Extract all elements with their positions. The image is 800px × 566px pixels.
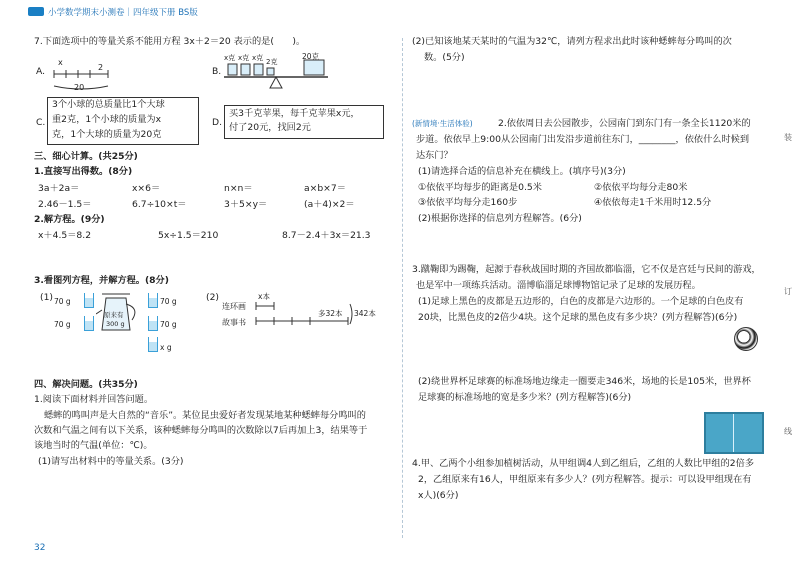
p1-text-line: 蟋蟀的鸣叫声是大自然的“音乐”。某位昆虫爱好者发现某地某种蟋蟀每分鸣叫的	[44, 410, 366, 421]
section-3-title: 三、细心计算。(共25分)	[34, 151, 138, 162]
p2-line: 达东门？	[416, 150, 453, 161]
p1-text-line: 该地当时的气温(单位：℃)。	[34, 440, 153, 451]
p3-line: 3.蹴鞠即为踢鞠，起源于春秋战国时期的齐国故都临淄，它不仅是宫廷与民间的游戏，	[412, 264, 761, 275]
g-label: 70 g	[54, 297, 71, 306]
calc-item: a×b×7＝	[304, 183, 346, 194]
beaker-icon	[148, 337, 158, 352]
p1-sub2-line: (2)已知该地某天某时的气温为32℃，请列方程求出此时该种蟋蟀每分鸣叫的次	[412, 36, 732, 47]
p3-line: (1)足球上黑色的皮都是五边形的，白色的皮都是六边形的。一个足球的白色皮有	[418, 296, 744, 307]
pot-label-1: 原来有	[104, 311, 124, 319]
beaker-icon	[84, 316, 94, 331]
page-number: 32	[34, 543, 46, 553]
p1-text-line: 次数和气温之间有以下关系，该种蟋蟀每分鸣叫的次数除以7后再加上3，结果等于	[34, 425, 368, 436]
q7-c-line3: 克，1个大球的质量为20克	[52, 129, 162, 140]
calc-item: 3＋5×y＝	[224, 199, 268, 210]
calc-2-title: 2.解方程。(9分)	[34, 214, 105, 225]
calc-item: 6.7÷10×t＝	[132, 199, 187, 210]
q7-b-x1: x克	[224, 54, 236, 62]
calc-item: 2.46－1.5＝	[38, 199, 92, 210]
p3-line: 20块，比黑色皮的2倍少4块。这个足球的黑色皮有多少块？(列方程解答)(6分)	[418, 312, 738, 323]
q7-b-x2: x克	[238, 54, 250, 62]
column-divider	[402, 38, 403, 538]
p2-option: ③依依平均每分走160步	[418, 197, 518, 208]
beaker-icon	[148, 316, 158, 331]
p1-sub2-line: 数。(5分)	[424, 52, 465, 63]
q7-d-line2: 付了20元，找回2元	[229, 122, 311, 133]
equation-item: 8.7－2.4＋3x＝21.3	[282, 230, 371, 241]
q7-b-2g: 2克	[266, 58, 278, 66]
book-label-story: 故事书	[222, 318, 246, 327]
calc-3-sub2: (2)	[206, 292, 220, 303]
brand-logo	[28, 7, 44, 16]
q7-c-line1: 3个小球的总质量比1个大球	[52, 99, 165, 110]
p2-sub2: (2)根据你选择的信息列方程解答。(6分)	[418, 213, 582, 224]
book-segment-diagram	[254, 296, 354, 328]
soccer-field-icon	[704, 412, 764, 454]
soccer-ball-icon	[734, 327, 758, 351]
calc-item: x×6＝	[132, 183, 161, 194]
p2-tag: (新情境·生活体验)	[412, 119, 473, 128]
binding-mark: 订	[784, 287, 792, 296]
beaker-icon	[148, 293, 158, 308]
calc-1-title: 1.直接写出得数。(8分)	[34, 166, 133, 177]
q7-a-20: 20	[74, 83, 85, 92]
equation-item: x＋4.5＝8.2	[38, 230, 92, 241]
g-label: 70 g	[160, 320, 177, 329]
q7-c-line2: 重2克，1个小球的质量为x	[52, 114, 162, 125]
binding-mark: 装	[784, 133, 792, 142]
beaker-icon	[84, 293, 94, 308]
problem-1-title: 1.阅读下面材料并回答问题。	[34, 394, 154, 405]
pot-label-2: 300 g	[106, 320, 125, 328]
q7-b-20g: 20克	[302, 52, 320, 61]
q7-option-c-label: C.	[36, 117, 46, 128]
p2-option: ①依依平均每步的距离是0.5米	[418, 182, 542, 193]
q7-stem: 7.下面选项中的等量关系不能用方程 3x＋2＝20 表示的是( )。	[34, 36, 306, 47]
q7-a-x: x	[58, 58, 63, 67]
p3-sub2-line: 足球赛的标准场地的宽是多少米？(列方程解答)(6分)	[418, 392, 632, 403]
p2-option: ④依依每走1千米用时12.5分	[594, 197, 712, 208]
book-x: x本	[258, 292, 270, 301]
g-label: x g	[160, 343, 172, 352]
q7-option-b-label: B.	[212, 66, 222, 77]
p3-line: 也是军中一项练兵活动。淄博临淄足球博物馆记录了足球的发展历程。	[416, 280, 701, 291]
calc-3-title: 3.看图列方程，并解方程。(8分)	[34, 275, 169, 286]
p2-line: 2.依依周日去公园散步，公园南门到东门有一条全长1120米的	[498, 118, 751, 129]
p2-option: ②依依平均每分走80米	[594, 182, 688, 193]
g-label: 70 g	[160, 297, 177, 306]
equation-item: 5x÷1.5＝210	[158, 230, 219, 241]
book-label-comic: 连环画	[222, 302, 246, 311]
p3-sub2-line: (2)绕世界杯足球赛的标准场地边缘走一圈要走346米，场地的长是105米，世界杯	[418, 376, 751, 387]
calc-item: 3a＋2a＝	[38, 183, 80, 194]
book-more32: 多32本	[318, 309, 343, 318]
q7-d-line1: 买3千克苹果，每千克苹果x元，	[229, 108, 360, 119]
p4-line: 4.甲、乙两个小组参加植树活动，从甲组调4人到乙组后，乙组的人数比甲组的2倍多	[412, 458, 755, 469]
p2-sub1: (1)请选择合适的信息补充在横线上。(填序号)(3分)	[418, 166, 626, 177]
p2-line: 步道。依依早上9:00从公园南门出发沿步道前往东门，________，依依什么时候到	[416, 134, 750, 145]
p1-sub1: (1)请写出材料中的等量关系。(3分)	[38, 456, 184, 467]
q7-option-d-label: D.	[212, 117, 222, 128]
q7-option-a-label: A.	[36, 66, 46, 77]
header-title: 小学数学期末小测卷｜四年级下册 BS版	[48, 8, 198, 18]
binding-mark: 线	[784, 427, 792, 436]
calc-item: n×n＝	[224, 183, 253, 194]
g-label: 70 g	[54, 320, 71, 329]
p4-line: x人)(6分)	[418, 490, 459, 501]
q7-b-x3: x克	[252, 54, 264, 62]
q7-a-2: 2	[98, 63, 104, 72]
book-total: 342本	[354, 309, 376, 318]
calc-item: (a＋4)×2＝	[304, 199, 355, 210]
p4-line: 2，乙组原来有16人，甲组原来有多少人？(列方程解答。提示：可以设甲组现在有	[418, 474, 752, 485]
calc-3-sub1: (1)	[40, 292, 54, 303]
section-4-title: 四、解决问题。(共35分)	[34, 379, 138, 390]
